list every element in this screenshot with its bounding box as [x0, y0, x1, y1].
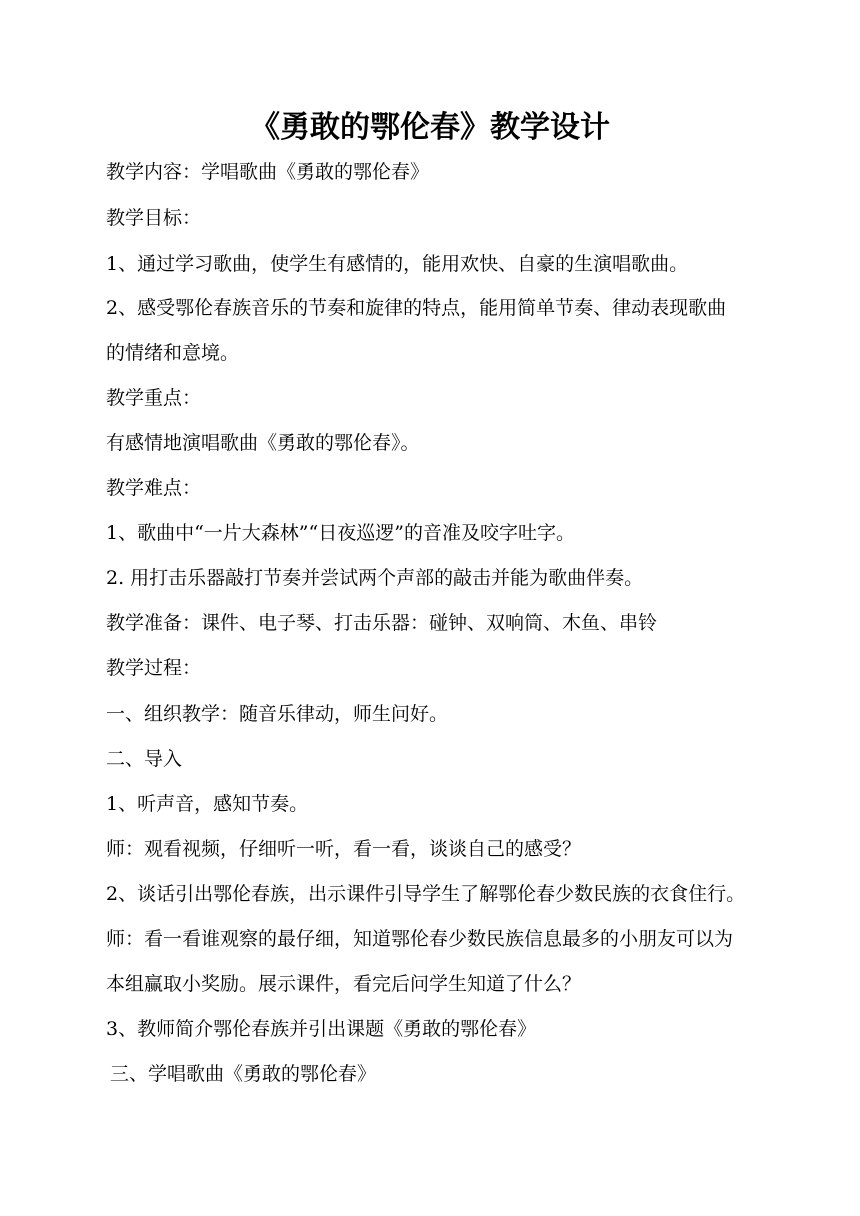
text-line: 二、导入: [106, 748, 183, 770]
text-line: 教学难点：: [106, 477, 202, 499]
text-line: 师：观看视频，仔细听一听，看一看，谈谈自己的感受？: [106, 838, 582, 860]
text-line: 3、教师简介鄂伦春族并引出课题《勇敢的鄂伦春》: [106, 1018, 537, 1040]
text-line: 2、谈话引出鄂伦春族，出示课件引导学生了解鄂伦春少数民族的衣食住行。: [106, 883, 746, 905]
document-title: 《勇敢的鄂伦春》教学设计: [250, 110, 610, 145]
text-line: 1、听声音，感知节奏。: [106, 793, 309, 815]
text-line: 教学重点：: [106, 387, 202, 409]
text-line: 1、歌曲中“一片大森林”“日夜巡逻”的音准及咬字吐字。: [106, 522, 575, 544]
text-line: 有感情地演唱歌曲《勇敢的鄂伦春》。: [106, 432, 420, 454]
text-line: 1、通过学习歌曲，使学生有感情的，能用欢快、自豪的生演唱歌曲。: [106, 253, 689, 275]
text-line: 2、感受鄂伦春族音乐的节奏和旋律的特点，能用简单节奏、律动表现歌曲: [106, 297, 727, 319]
text-line: 三、学唱歌曲《勇敢的鄂伦春》: [110, 1063, 377, 1085]
text-line: 本组赢取小奖励。展示课件，看完后问学生知道了什么？: [106, 973, 582, 995]
text-line: 教学过程：: [106, 657, 202, 679]
text-line: 教学准备：课件、电子琴、打击乐器：碰钟、双响筒、木鱼、串铃: [106, 612, 658, 634]
text-line: 师：看一看谁观察的最仔细，知道鄂伦春少数民族信息最多的小朋友可以为: [106, 928, 734, 950]
text-line: 教学内容：学唱歌曲《勇敢的鄂伦春》: [106, 161, 430, 183]
text-line: 2. 用打击乐器敲打节奏并尝试两个声部的敲击并能为歌曲伴奏。: [106, 567, 644, 589]
text-line: 教学目标：: [106, 207, 202, 229]
text-line: 一、组织教学：随音乐律动，师生问好。: [106, 703, 449, 725]
text-line: 的情绪和意境。: [106, 342, 240, 364]
